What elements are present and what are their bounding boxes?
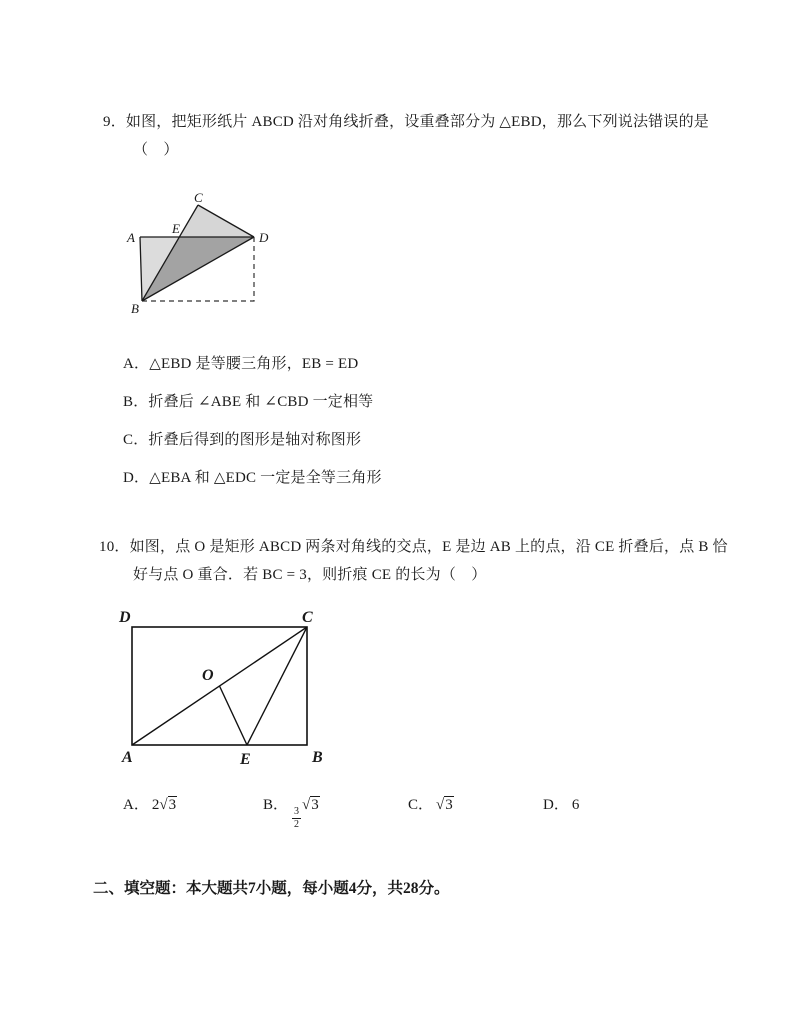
sqrt-sign: √ [302, 797, 311, 813]
crease-ce [247, 627, 307, 745]
fraction [292, 806, 301, 830]
point-label-e: E [172, 221, 180, 236]
triangle-ced-folded [179, 205, 254, 237]
point-label-d: D [259, 230, 269, 245]
option-label: D． [543, 797, 569, 813]
radicand: 3 [168, 797, 177, 813]
q9-option-d: D．△EBA 和 △EDC 一定是全等三角形 [123, 470, 382, 486]
coefficient: 2 [151, 797, 160, 813]
q10-stem-line2: 好与点 O 重合．若 BC = 3，则折痕 CE 的长为（ ） [133, 567, 487, 583]
fraction-denominator: 2 [294, 818, 300, 830]
option-label: A． [123, 797, 149, 813]
q9-figure [125, 192, 275, 317]
point-label-e: E [240, 751, 251, 768]
point-label-a: A [127, 230, 135, 245]
radicand: 3 [445, 797, 453, 813]
q10-figure [118, 610, 338, 772]
point-label-d: D [119, 610, 131, 626]
q9-option-c: C．折叠后得到的图形是轴对称图形 [123, 432, 362, 448]
point-label-b: B [312, 749, 323, 766]
q10-option-b [263, 793, 320, 830]
point-label-o: O [202, 667, 214, 684]
q10-option-d [543, 793, 579, 814]
fraction-numerator: 3 [294, 806, 300, 817]
q10-option-a [123, 793, 177, 814]
radicand: 3 [311, 797, 319, 813]
q10-option-c [408, 793, 454, 814]
point-label-c: C [194, 192, 203, 205]
segment-oe [220, 686, 248, 745]
point-label-a: A [122, 749, 133, 766]
q9-option-a: A．△EBD 是等腰三角形，EB = ED [123, 356, 359, 372]
option-label: C． [408, 797, 434, 813]
point-label-c: C [302, 610, 313, 626]
section2-heading: 二、填空题：本大题共7小题，每小题4分，共28分。 [93, 880, 450, 897]
q9-option-b: B．折叠后 ∠ABE 和 ∠CBD 一定相等 [123, 394, 374, 410]
option-value: 6 [571, 797, 580, 813]
point-label-b: B [131, 301, 139, 316]
option-label: B． [263, 797, 289, 813]
q10-stem-line1: 10．如图，点 O 是矩形 ABCD 两条对角线的交点，E 是边 AB 上的点，沿 CE 折叠后，点 B 恰 [99, 539, 728, 555]
sqrt-sign: √ [436, 797, 445, 813]
q9-stem-line2: （ ） [133, 142, 179, 158]
q9-stem-line1: 9．如图，把矩形纸片 ABCD 沿对角线折叠，设重叠部分为 △EBD，那么下列说法错误的是 [103, 114, 709, 130]
sqrt-sign: √ [159, 797, 168, 813]
